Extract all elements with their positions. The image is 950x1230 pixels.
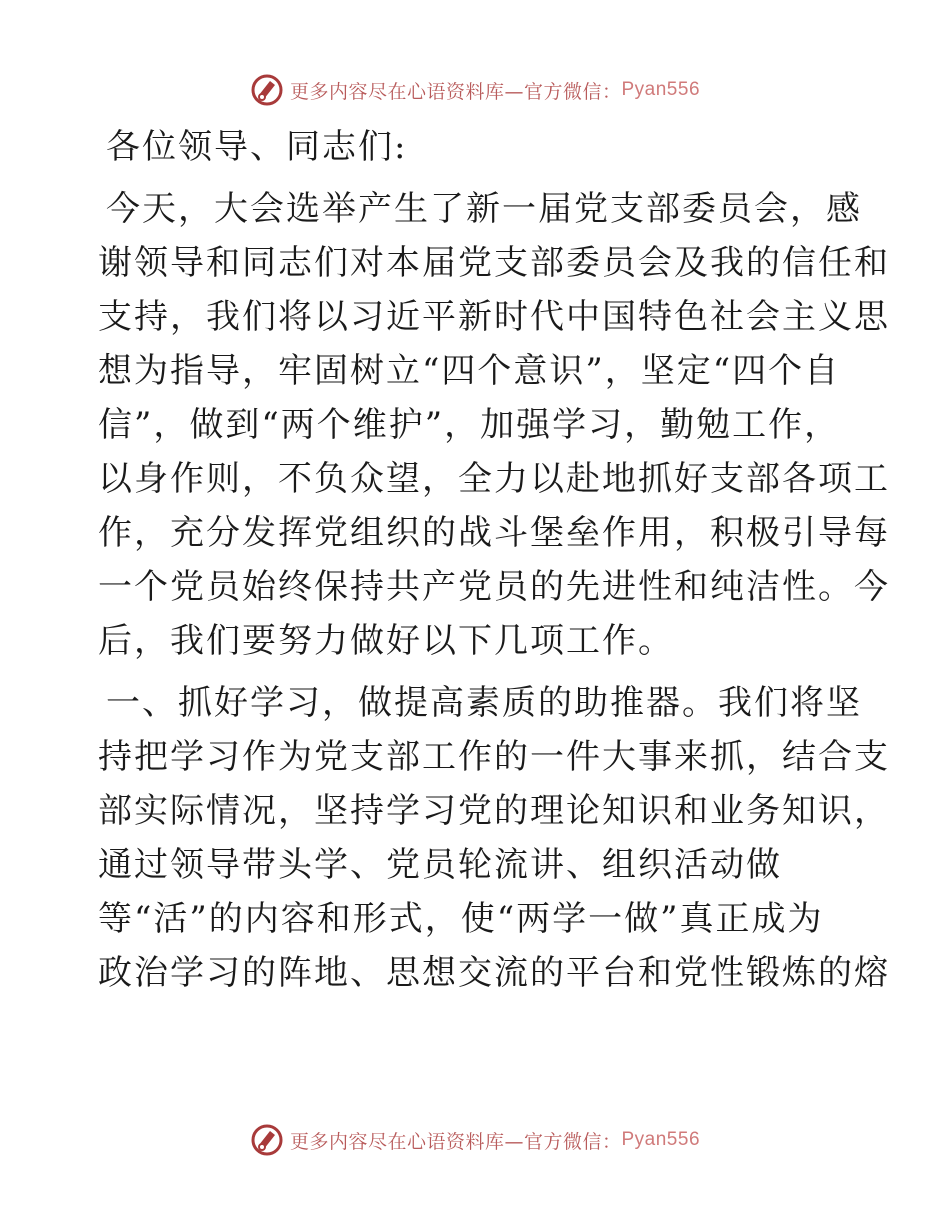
text-line: 一个党员始终保持共产党员的先进性和纯洁性。今 <box>98 567 890 607</box>
paragraph-2 <box>98 676 890 1000</box>
text-line: 持把学习作为党支部工作的一件大事来抓，结合支 <box>98 737 890 777</box>
header-watermark <box>0 70 950 110</box>
document-body <box>98 120 890 1000</box>
text-line: 作，充分发挥党组织的战斗堡垒作用，积极引导每 <box>98 513 890 553</box>
logo-icon <box>250 73 284 107</box>
text-line: 等“活”的内容和形式，使“两学一做”真正成为 <box>98 899 824 939</box>
paragraph-1 <box>98 182 890 668</box>
text-line: 谢领导和同志们对本届党支部委员会及我的信任和 <box>98 243 890 283</box>
watermark-wechat-id: Pyan556 <box>621 79 701 100</box>
logo-icon <box>250 1123 284 1157</box>
watermark-text: 更多内容尽在心语资料库—官方微信： <box>289 80 622 103</box>
salutation: 各位领导、同志们: <box>106 127 408 167</box>
text-line: 通过领导带头学、党员轮流讲、组织活动做 <box>98 845 782 885</box>
text-line: 想为指导，牢固树立“四个意识”，坚定“四个自 <box>98 351 841 391</box>
text-line: 支持，我们将以习近平新时代中国特色社会主义思 <box>98 297 890 337</box>
watermark-text: 更多内容尽在心语资料库—官方微信： <box>289 1130 622 1153</box>
footer-watermark <box>0 1120 950 1160</box>
watermark-wechat-id: Pyan556 <box>621 1129 701 1150</box>
text-line: 今天，大会选举产生了新一届党支部委员会，感 <box>106 189 862 229</box>
text-line: 以身作则，不负众望，全力以赴地抓好支部各项工 <box>98 459 890 499</box>
text-line: 一、抓好学习，做提高素质的助推器。我们将坚 <box>106 683 862 723</box>
text-line: 后，我们要努力做好以下几项工作。 <box>98 621 674 661</box>
text-line: 部实际情况，坚持学习党的理论知识和业务知识， <box>98 791 890 831</box>
text-line: 政治学习的阵地、思想交流的平台和党性锻炼的熔 <box>98 953 890 993</box>
text-line: 信”，做到“两个维护”，加强学习，勤勉工作， <box>98 405 841 445</box>
